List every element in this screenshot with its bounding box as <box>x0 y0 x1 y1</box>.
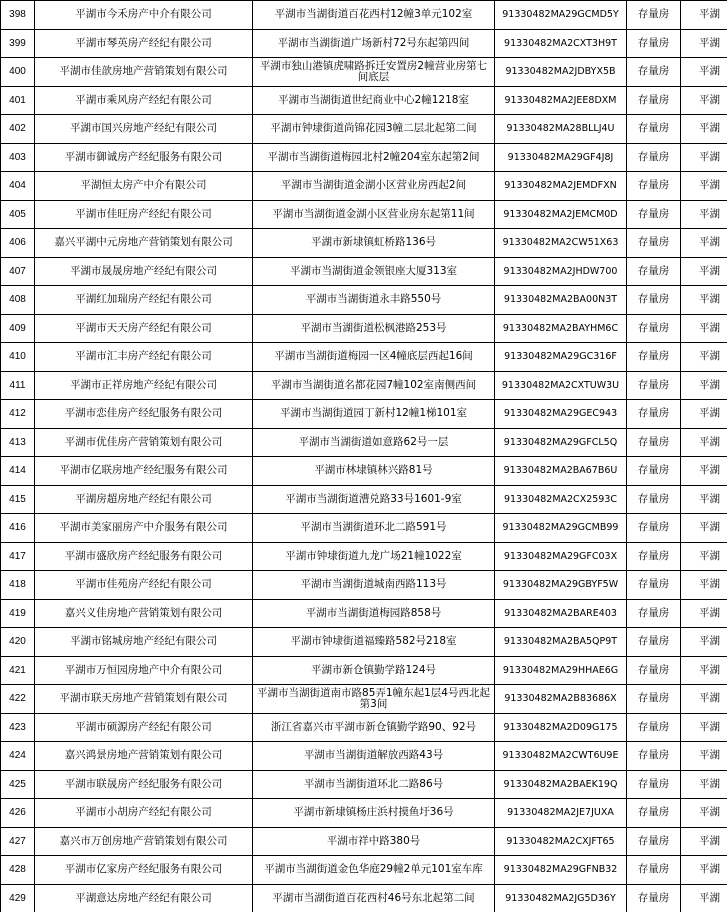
credit-code-cell: 91330482MA2BA67B6U <box>495 457 627 486</box>
address-cell: 平湖市当湖街道百花西村12幢3单元102室 <box>253 1 495 30</box>
housing-type-cell: 存量房 <box>627 314 681 343</box>
region-cell: 平湖 <box>681 599 727 628</box>
row-number-cell: 406 <box>1 229 35 258</box>
table-row <box>1 742 727 771</box>
housing-type-cell: 存量房 <box>627 656 681 685</box>
address-cell: 平湖市新埭镇杨庄浜村摸鱼圩36号 <box>253 799 495 828</box>
company-name-cell: 平湖市乘风房产经纪有限公司 <box>35 86 253 115</box>
company-name-cell: 平湖市硕源房产经纪有限公司 <box>35 713 253 742</box>
row-number-cell: 415 <box>1 485 35 514</box>
address-cell: 浙江省嘉兴市平湖市新仓镇勤学路90、92号 <box>253 713 495 742</box>
credit-code-cell: 91330482MA29GBYF5W <box>495 571 627 600</box>
address-cell: 平湖市新埭镇虹桥路136号 <box>253 229 495 258</box>
row-number-cell: 405 <box>1 200 35 229</box>
housing-type-cell: 存量房 <box>627 172 681 201</box>
housing-type-cell: 存量房 <box>627 713 681 742</box>
region-cell: 平湖 <box>681 856 727 885</box>
region-cell: 平湖 <box>681 229 727 258</box>
address-cell: 平湖市当湖街道金湖小区营业房东起第11间 <box>253 200 495 229</box>
credit-code-cell: 91330482MA2JEMCM0D <box>495 200 627 229</box>
row-number-cell: 416 <box>1 514 35 543</box>
region-cell: 平湖 <box>681 656 727 685</box>
credit-code-cell: 91330482MA29GCMB99 <box>495 514 627 543</box>
housing-type-cell: 存量房 <box>627 371 681 400</box>
address-cell: 平湖市当湖街道漕兑路33号1601-9室 <box>253 485 495 514</box>
table-row <box>1 58 727 87</box>
row-number-cell: 425 <box>1 770 35 799</box>
row-number-cell: 417 <box>1 542 35 571</box>
company-name-cell: 平湖市铭城房地产经纪有限公司 <box>35 628 253 657</box>
region-cell: 平湖 <box>681 884 727 912</box>
region-cell: 平湖 <box>681 742 727 771</box>
row-number-cell: 418 <box>1 571 35 600</box>
company-name-cell: 平湖市联天房地产营销策划有限公司 <box>35 685 253 714</box>
region-cell: 平湖 <box>681 514 727 543</box>
address-cell: 平湖市独山港镇虎啸路拆迁安置房2幢营业房第七间底层 <box>253 58 495 87</box>
address-cell: 平湖市当湖街道广场新村72号东起第四间 <box>253 29 495 58</box>
row-number-cell: 421 <box>1 656 35 685</box>
housing-type-cell: 存量房 <box>627 827 681 856</box>
region-cell: 平湖 <box>681 172 727 201</box>
company-name-cell: 平湖红加瑞房产经纪有限公司 <box>35 286 253 315</box>
credit-code-cell: 91330482MA2CXTUW3U <box>495 371 627 400</box>
housing-type-cell: 存量房 <box>627 143 681 172</box>
address-cell: 平湖市当湖街道梅园路858号 <box>253 599 495 628</box>
table-row <box>1 115 727 144</box>
housing-type-cell: 存量房 <box>627 599 681 628</box>
row-number-cell: 428 <box>1 856 35 885</box>
credit-code-cell: 91330482MA2BARE403 <box>495 599 627 628</box>
address-cell: 平湖市当湖街道南市路85弄1幢东起1层4号西北起第3间 <box>253 685 495 714</box>
housing-type-cell: 存量房 <box>627 29 681 58</box>
table-row <box>1 599 727 628</box>
credit-code-cell: 91330482MA2JDBYX5B <box>495 58 627 87</box>
region-cell: 平湖 <box>681 571 727 600</box>
credit-code-cell: 91330482MA2CWT6U9E <box>495 742 627 771</box>
address-cell: 平湖市当湖街道环北二路86号 <box>253 770 495 799</box>
company-name-cell: 平湖市联晟房产经纪服务有限公司 <box>35 770 253 799</box>
region-cell: 平湖 <box>681 1 727 30</box>
company-name-cell: 平湖市万恒园房地产中介有限公司 <box>35 656 253 685</box>
company-name-cell: 平湖市天天房产经纪有限公司 <box>35 314 253 343</box>
credit-code-cell: 91330482MA29GC316F <box>495 343 627 372</box>
row-number-cell: 404 <box>1 172 35 201</box>
company-name-cell: 平湖意达房地产经纪有限公司 <box>35 884 253 912</box>
table-row <box>1 371 727 400</box>
company-name-cell: 平湖市美家丽房产中介服务有限公司 <box>35 514 253 543</box>
address-cell: 平湖市当湖街道环北二路591号 <box>253 514 495 543</box>
credit-code-cell: 91330482MA2JEMDFXN <box>495 172 627 201</box>
table-row <box>1 542 727 571</box>
credit-code-cell: 91330482MA29GEC943 <box>495 400 627 429</box>
table-row <box>1 86 727 115</box>
address-cell: 平湖市当湖街道如意路62号一层 <box>253 428 495 457</box>
housing-type-cell: 存量房 <box>627 343 681 372</box>
region-cell: 平湖 <box>681 485 727 514</box>
housing-type-cell: 存量房 <box>627 1 681 30</box>
address-cell: 平湖市钟埭街道尚锦花园3幢二层北起第二间 <box>253 115 495 144</box>
address-cell: 平湖市当湖街道梅园北村2幢204室东起第2间 <box>253 143 495 172</box>
region-cell: 平湖 <box>681 371 727 400</box>
table-row <box>1 856 727 885</box>
credit-code-cell: 91330482MA2JG5D36Y <box>495 884 627 912</box>
table-row <box>1 343 727 372</box>
address-cell: 平湖市钟埭街道福臻路582号218室 <box>253 628 495 657</box>
region-cell: 平湖 <box>681 457 727 486</box>
region-cell: 平湖 <box>681 685 727 714</box>
housing-type-cell: 存量房 <box>627 200 681 229</box>
region-cell: 平湖 <box>681 628 727 657</box>
address-cell: 平湖市钟埭街道九龙广场21幢1022室 <box>253 542 495 571</box>
housing-type-cell: 存量房 <box>627 514 681 543</box>
table-row <box>1 457 727 486</box>
address-cell: 平湖市当湖街道世纪商业中心2幢1218室 <box>253 86 495 115</box>
row-number-cell: 424 <box>1 742 35 771</box>
address-cell: 平湖市祥中路380号 <box>253 827 495 856</box>
company-name-cell: 平湖市佳旺房产经纪有限公司 <box>35 200 253 229</box>
company-name-cell: 平湖市亿联房地产经纪服务有限公司 <box>35 457 253 486</box>
housing-type-cell: 存量房 <box>627 58 681 87</box>
row-number-cell: 419 <box>1 599 35 628</box>
address-cell: 平湖市当湖街道百花西村46号东北起第二间 <box>253 884 495 912</box>
region-cell: 平湖 <box>681 257 727 286</box>
row-number-cell: 409 <box>1 314 35 343</box>
credit-code-cell: 91330482MA29HHAE6G <box>495 656 627 685</box>
row-number-cell: 412 <box>1 400 35 429</box>
housing-type-cell: 存量房 <box>627 229 681 258</box>
table-row <box>1 713 727 742</box>
company-name-cell: 嘉兴鸿景房地产营销策划有限公司 <box>35 742 253 771</box>
company-name-cell: 平湖房超房地产经纪有限公司 <box>35 485 253 514</box>
table-row <box>1 200 727 229</box>
housing-type-cell: 存量房 <box>627 628 681 657</box>
row-number-cell: 403 <box>1 143 35 172</box>
row-number-cell: 401 <box>1 86 35 115</box>
table-row <box>1 257 727 286</box>
region-cell: 平湖 <box>681 58 727 87</box>
row-number-cell: 429 <box>1 884 35 912</box>
housing-type-cell: 存量房 <box>627 457 681 486</box>
table-row <box>1 428 727 457</box>
credit-code-cell: 91330482MA2CXJFT65 <box>495 827 627 856</box>
region-cell: 平湖 <box>681 86 727 115</box>
housing-type-cell: 存量房 <box>627 400 681 429</box>
table-row <box>1 884 727 912</box>
housing-type-cell: 存量房 <box>627 86 681 115</box>
row-number-cell: 411 <box>1 371 35 400</box>
region-cell: 平湖 <box>681 770 727 799</box>
table-row <box>1 485 727 514</box>
region-cell: 平湖 <box>681 428 727 457</box>
table-row <box>1 143 727 172</box>
region-cell: 平湖 <box>681 827 727 856</box>
table-row <box>1 827 727 856</box>
address-cell: 平湖市当湖街道城南西路113号 <box>253 571 495 600</box>
address-cell: 平湖市当湖街道松枫港路253号 <box>253 314 495 343</box>
company-name-cell: 平湖市国兴房地产经纪有限公司 <box>35 115 253 144</box>
table-row <box>1 571 727 600</box>
credit-code-cell: 91330482MA2BA5QP9T <box>495 628 627 657</box>
row-number-cell: 402 <box>1 115 35 144</box>
table-row <box>1 656 727 685</box>
housing-type-cell: 存量房 <box>627 799 681 828</box>
address-cell: 平湖市当湖街道名都花园7幢102室南侧西间 <box>253 371 495 400</box>
address-cell: 平湖市当湖街道永丰路550号 <box>253 286 495 315</box>
region-cell: 平湖 <box>681 200 727 229</box>
row-number-cell: 407 <box>1 257 35 286</box>
housing-type-cell: 存量房 <box>627 856 681 885</box>
address-cell: 平湖市新仓镇勤学路124号 <box>253 656 495 685</box>
housing-type-cell: 存量房 <box>627 571 681 600</box>
company-name-cell: 平湖市小胡房产经纪有限公司 <box>35 799 253 828</box>
company-name-cell: 平湖市恋佳房产经纪服务有限公司 <box>35 400 253 429</box>
table-body <box>1 1 727 912</box>
company-name-cell: 平湖市晟晟房地产经纪有限公司 <box>35 257 253 286</box>
address-cell: 平湖市林埭镇林兴路81号 <box>253 457 495 486</box>
company-name-cell: 平湖市亿家房产经纪服务有限公司 <box>35 856 253 885</box>
region-cell: 平湖 <box>681 343 727 372</box>
row-number-cell: 420 <box>1 628 35 657</box>
row-number-cell: 398 <box>1 1 35 30</box>
table-row <box>1 799 727 828</box>
table-row <box>1 29 727 58</box>
table-row <box>1 628 727 657</box>
row-number-cell: 423 <box>1 713 35 742</box>
credit-code-cell: 91330482MA2CX2593C <box>495 485 627 514</box>
housing-type-cell: 存量房 <box>627 115 681 144</box>
address-cell: 平湖市当湖街道金色华庭29幢2单元101室车库 <box>253 856 495 885</box>
credit-code-cell: 91330482MA2JE7JUXA <box>495 799 627 828</box>
table-row <box>1 1 727 30</box>
row-number-cell: 413 <box>1 428 35 457</box>
row-number-cell: 422 <box>1 685 35 714</box>
table-row <box>1 400 727 429</box>
region-cell: 平湖 <box>681 713 727 742</box>
row-number-cell: 426 <box>1 799 35 828</box>
credit-code-cell: 91330482MA2B83686X <box>495 685 627 714</box>
row-number-cell: 414 <box>1 457 35 486</box>
company-name-cell: 平湖市琴英房产经纪有限公司 <box>35 29 253 58</box>
company-name-cell: 平湖市优佳房产营销策划有限公司 <box>35 428 253 457</box>
credit-code-cell: 91330482MA29GFNB32 <box>495 856 627 885</box>
table-row <box>1 770 727 799</box>
row-number-cell: 408 <box>1 286 35 315</box>
housing-type-cell: 存量房 <box>627 742 681 771</box>
credit-code-cell: 91330482MA29GF4J8J <box>495 143 627 172</box>
company-name-cell: 嘉兴市万创房地产营销策划有限公司 <box>35 827 253 856</box>
housing-type-cell: 存量房 <box>627 685 681 714</box>
row-number-cell: 410 <box>1 343 35 372</box>
housing-type-cell: 存量房 <box>627 485 681 514</box>
company-name-cell: 嘉兴义佳房地产营销策划有限公司 <box>35 599 253 628</box>
table-row <box>1 172 727 201</box>
table-row <box>1 229 727 258</box>
credit-code-cell: 91330482MA2BAEK19Q <box>495 770 627 799</box>
housing-type-cell: 存量房 <box>627 770 681 799</box>
address-cell: 平湖市当湖街道解放西路43号 <box>253 742 495 771</box>
region-cell: 平湖 <box>681 400 727 429</box>
address-cell: 平湖市当湖街道园丁新村12幢1梯101室 <box>253 400 495 429</box>
address-cell: 平湖市当湖街道金湖小区营业房西起2间 <box>253 172 495 201</box>
credit-code-cell: 91330482MA2D09G175 <box>495 713 627 742</box>
address-cell: 平湖市当湖街道梅园一区4幢底层西起16间 <box>253 343 495 372</box>
region-cell: 平湖 <box>681 115 727 144</box>
region-cell: 平湖 <box>681 314 727 343</box>
company-name-cell: 平湖市盛欣房产经纪服务有限公司 <box>35 542 253 571</box>
region-cell: 平湖 <box>681 542 727 571</box>
company-name-cell: 平湖市正祥房地产经纪有限公司 <box>35 371 253 400</box>
housing-type-cell: 存量房 <box>627 286 681 315</box>
credit-code-cell: 91330482MA2BA00N3T <box>495 286 627 315</box>
housing-type-cell: 存量房 <box>627 257 681 286</box>
credit-code-cell: 91330482MA29GFC03X <box>495 542 627 571</box>
credit-code-cell: 91330482MA29GFCL5Q <box>495 428 627 457</box>
region-cell: 平湖 <box>681 799 727 828</box>
credit-code-cell: 91330482MA2JEE8DXM <box>495 86 627 115</box>
company-name-cell: 嘉兴平湖中元房地产营销策划有限公司 <box>35 229 253 258</box>
region-cell: 平湖 <box>681 286 727 315</box>
region-cell: 平湖 <box>681 143 727 172</box>
table-row <box>1 314 727 343</box>
housing-type-cell: 存量房 <box>627 542 681 571</box>
company-name-cell: 平湖市佳苑房产经纪有限公司 <box>35 571 253 600</box>
credit-code-cell: 91330482MA28BLLJ4U <box>495 115 627 144</box>
region-cell: 平湖 <box>681 29 727 58</box>
housing-type-cell: 存量房 <box>627 884 681 912</box>
table-row <box>1 514 727 543</box>
company-name-cell: 平湖市佳歆房地产营销策划有限公司 <box>35 58 253 87</box>
company-name-cell: 平湖恒太房产中介有限公司 <box>35 172 253 201</box>
row-number-cell: 399 <box>1 29 35 58</box>
address-cell: 平湖市当湖街道金领银座大厦313室 <box>253 257 495 286</box>
credit-code-cell: 91330482MA2CXT3H9T <box>495 29 627 58</box>
row-number-cell: 427 <box>1 827 35 856</box>
company-name-cell: 平湖市今禾房产中介有限公司 <box>35 1 253 30</box>
credit-code-cell: 91330482MA29GCMD5Y <box>495 1 627 30</box>
row-number-cell: 400 <box>1 58 35 87</box>
company-name-cell: 平湖市御诚房产经纪服务有限公司 <box>35 143 253 172</box>
housing-type-cell: 存量房 <box>627 428 681 457</box>
credit-code-cell: 91330482MA2CW51X63 <box>495 229 627 258</box>
credit-code-cell: 91330482MA2JHDW700 <box>495 257 627 286</box>
table-row <box>1 286 727 315</box>
credit-code-cell: 91330482MA2BAYHM6C <box>495 314 627 343</box>
table-row <box>1 685 727 714</box>
company-name-cell: 平湖市汇丰房产经纪有限公司 <box>35 343 253 372</box>
